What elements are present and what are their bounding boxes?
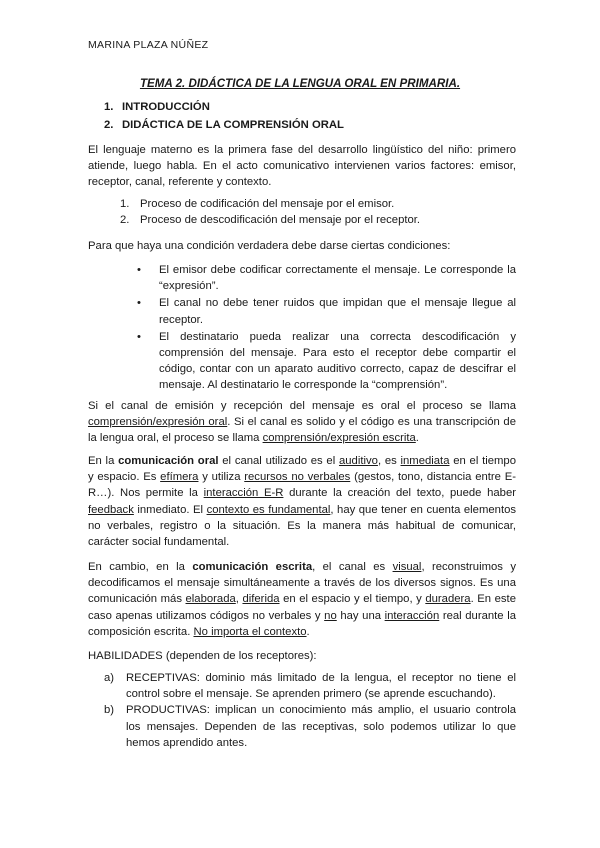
section-headings — [104, 99, 504, 135]
text-run: , — [235, 593, 243, 606]
text-run: y utiliza — [198, 471, 245, 484]
list-item — [137, 329, 516, 394]
text-run: hay una — [336, 609, 385, 622]
underlined-term: comprensión/expresión escrita — [262, 432, 416, 445]
text-run: Si el canal de emisión y recepción del mensaje es oral el proceso se llama — [88, 400, 516, 412]
text-run: , hay que tener en cuenta elementos no verbales, registro o la situación. Es la manera más habitual de comunicar, carácter social fundamental. — [88, 503, 517, 549]
heading-number: 2. — [104, 119, 114, 131]
list-letter: b) — [104, 704, 115, 717]
text-run: . En este caso apenas utilizamos códigos no verbales y — [88, 593, 516, 622]
list-item-text: Proceso de codificación del mensaje por el emisor. — [140, 198, 395, 210]
underlined-term: interacción — [384, 609, 440, 622]
oral-communication-paragraph — [88, 453, 516, 550]
list-item-text: El canal no debe tener ruidos que impidan que el mensaje llegue al receptor. — [159, 297, 516, 326]
written-communication-paragraph — [88, 559, 516, 640]
intro-paragraph: El lenguaje materno es la primera fase del desarrollo lingüístico del niño: primero atiende, luego habla. En el acto comunicativo intervienen varios factores: emisor, receptor, canal, referente y contexto. — [88, 144, 516, 189]
text-run: . — [306, 625, 310, 638]
bullet: • — [137, 264, 141, 276]
text-run: durante la creación del texto, puede haber — [283, 487, 517, 500]
list-item-text: El emisor debe codificar correctamente el mensaje. Le corresponde la “expresión”. — [159, 264, 516, 293]
bold-term: comunicación escrita — [192, 561, 313, 573]
heading-label: INTRODUCCIÓN — [122, 101, 210, 113]
channel-paragraph — [88, 398, 516, 447]
list-item-text: PRODUCTIVAS: implican un conocimiento más amplio, el usuario controla los mensajes. Dependen de las receptivas, solo podemos utilizar lo que hemos aprendido antes. — [126, 704, 516, 749]
underlined-term: recursos no verbales — [244, 471, 351, 484]
text-run: el canal utilizado es el — [218, 455, 339, 467]
header-author: MARINA PLAZA NÚÑEZ — [88, 39, 209, 51]
list-item — [104, 702, 516, 751]
text-run: (gestos, tono, distancia entre E-R…). Nos permite la — [88, 471, 516, 500]
list-letter: a) — [104, 672, 115, 684]
list-item — [120, 212, 500, 228]
list-item-text: RECEPTIVAS: dominio más limitado de la lengua, el receptor no tiene el control sobre el mensaje. Se aprenden primero (se aprende escuchando). — [126, 672, 516, 701]
underlined-term: comprensión/expresión oral — [88, 416, 228, 429]
list-item — [104, 670, 516, 702]
conditions-list — [137, 262, 516, 395]
list-item-text: El destinatario pueda realizar una correcta descodificación y comprensión del mensaje. Para esto el receptor debe compartir el código, contar con un aparato auditivo correcto, capaz de descifrar el mensaje. Al destinatario le corresponde la “comprensión”. — [159, 330, 516, 392]
list-number: 2. — [120, 214, 130, 227]
underlined-term: interacción E-R — [203, 487, 284, 500]
text-run: , el canal es — [312, 561, 393, 573]
page-title: TEMA 2. DIDÁCTICA DE LA LENGUA ORAL EN PRIMARIA. — [139, 77, 461, 90]
process-list — [120, 196, 500, 228]
heading-label: DIDÁCTICA DE LA COMPRENSIÓN ORAL — [122, 119, 344, 131]
text-run: inmediato. El — [133, 503, 207, 516]
text-run: real durante la composición escrita. — [88, 609, 516, 638]
bullet: • — [137, 297, 141, 310]
bold-term: comunicación oral — [118, 455, 219, 467]
text-run: En cambio, en la — [88, 561, 193, 573]
underlined-term: inmediata — [400, 455, 450, 467]
underlined-term: efímera — [160, 471, 199, 484]
list-item — [120, 196, 500, 212]
text-run: en el tiempo y espacio. Es — [88, 455, 516, 484]
underlined-term: diferida — [242, 593, 280, 606]
underlined-term: feedback — [88, 503, 134, 516]
underlined-term: duradera — [425, 593, 471, 606]
skills-intro: HABILIDADES (dependen de los receptores): — [88, 650, 317, 662]
heading-number: 1. — [104, 101, 114, 113]
text-run: , reconstruimos y decodificamos el mensaje simultáneamente a través de los diversos signos. Es una comunicación más — [88, 561, 516, 606]
underlined-term: auditivo — [338, 455, 378, 467]
text-run: , es — [377, 455, 401, 467]
list-item — [137, 295, 516, 327]
underlined-term: No importa el contexto — [193, 625, 307, 638]
text-run: En la — [88, 455, 119, 467]
text-run: . Si el canal es solido y el código es una transcripción de la lengua oral, el proceso se llama — [88, 416, 516, 445]
heading-comprension-oral — [104, 117, 504, 135]
heading-introduccion — [104, 99, 504, 117]
underlined-term: contexto es fundamental — [206, 503, 331, 516]
list-item — [137, 262, 516, 294]
conditions-intro: Para que haya una condición verdadera debe darse ciertas condiciones: — [88, 240, 451, 252]
skills-list — [104, 670, 516, 751]
list-item-text: Proceso de descodificación del mensaje por el receptor. — [140, 214, 421, 227]
underlined-term: elaborada — [185, 593, 236, 606]
text-run: en el espacio y el tiempo, y — [279, 593, 426, 606]
list-number: 1. — [120, 198, 130, 210]
underlined-term: no — [324, 609, 337, 622]
bullet: • — [137, 330, 141, 343]
text-run: . — [415, 432, 419, 445]
underlined-term: visual — [392, 561, 422, 573]
